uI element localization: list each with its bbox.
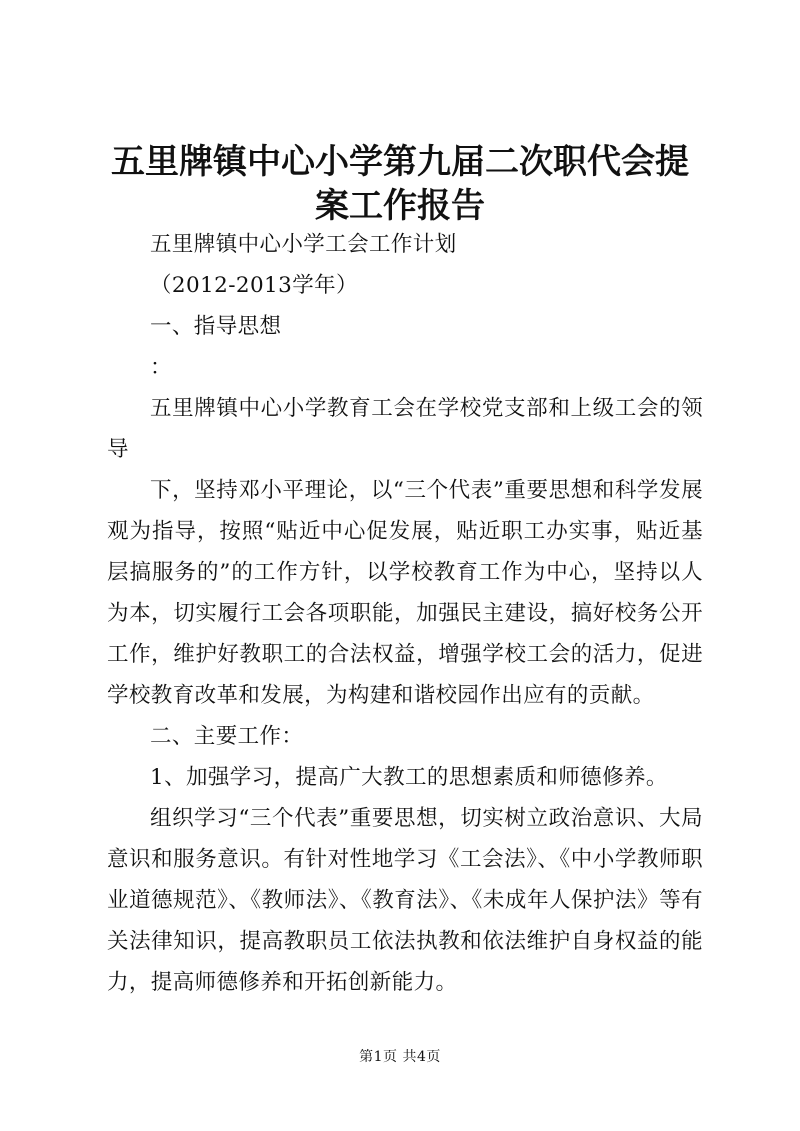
paragraph-work-item-1: 1、加强学习，提高广大教工的思想素质和师德修养。 (150, 765, 668, 790)
paragraph-school-year: （2012-2013学年） (150, 273, 358, 298)
paragraph-leadership: 五里牌镇中心小学教育工会在学校党支部和上级工会的领导 (107, 396, 703, 462)
paragraph-study-details: 组织学习“三个代表”重要思想，切实树立政治意识、大局意识和服务意识。有针对性地学习《工会法》、《中小学教师职业道德规范》、《教师法》、《教育法》、《未成年人保护法》等有关法律知识，提高教职员工依法执教和依法维护自身权益的能力，提高师德修养和开拓创新能力。 (107, 806, 703, 995)
paragraph-section-heading-2: 二、主要工作： (150, 724, 304, 749)
paragraph-plan-title: 五里牌镇中心小学工会工作计划 (150, 232, 457, 257)
paragraph-guiding-principles: 下，坚持邓小平理论，以“三个代表”重要思想和科学发展观为指导，按照“贴近中心促发展，贴近职工办实事，贴近基层搞服务的”的工作方针，以学校教育工作为中心，坚持以人为本，切实履行工会各项职能，加强民主建设，搞好校务公开工作，维护好教职工的合法权益，增强学校工会的活力，促进学校教育改革和发展，为构建和谐校园作出应有的贡献。 (107, 478, 703, 708)
paragraph-colon: ： (150, 355, 172, 380)
document-body (107, 224, 703, 1003)
paragraph-section-heading-1: 一、指导思想 (150, 314, 282, 339)
page-footer: 第1页 共4页 (359, 1049, 441, 1065)
document-title: 五里牌镇中心小学第九届二次职代会提案工作报告 (111, 142, 689, 226)
